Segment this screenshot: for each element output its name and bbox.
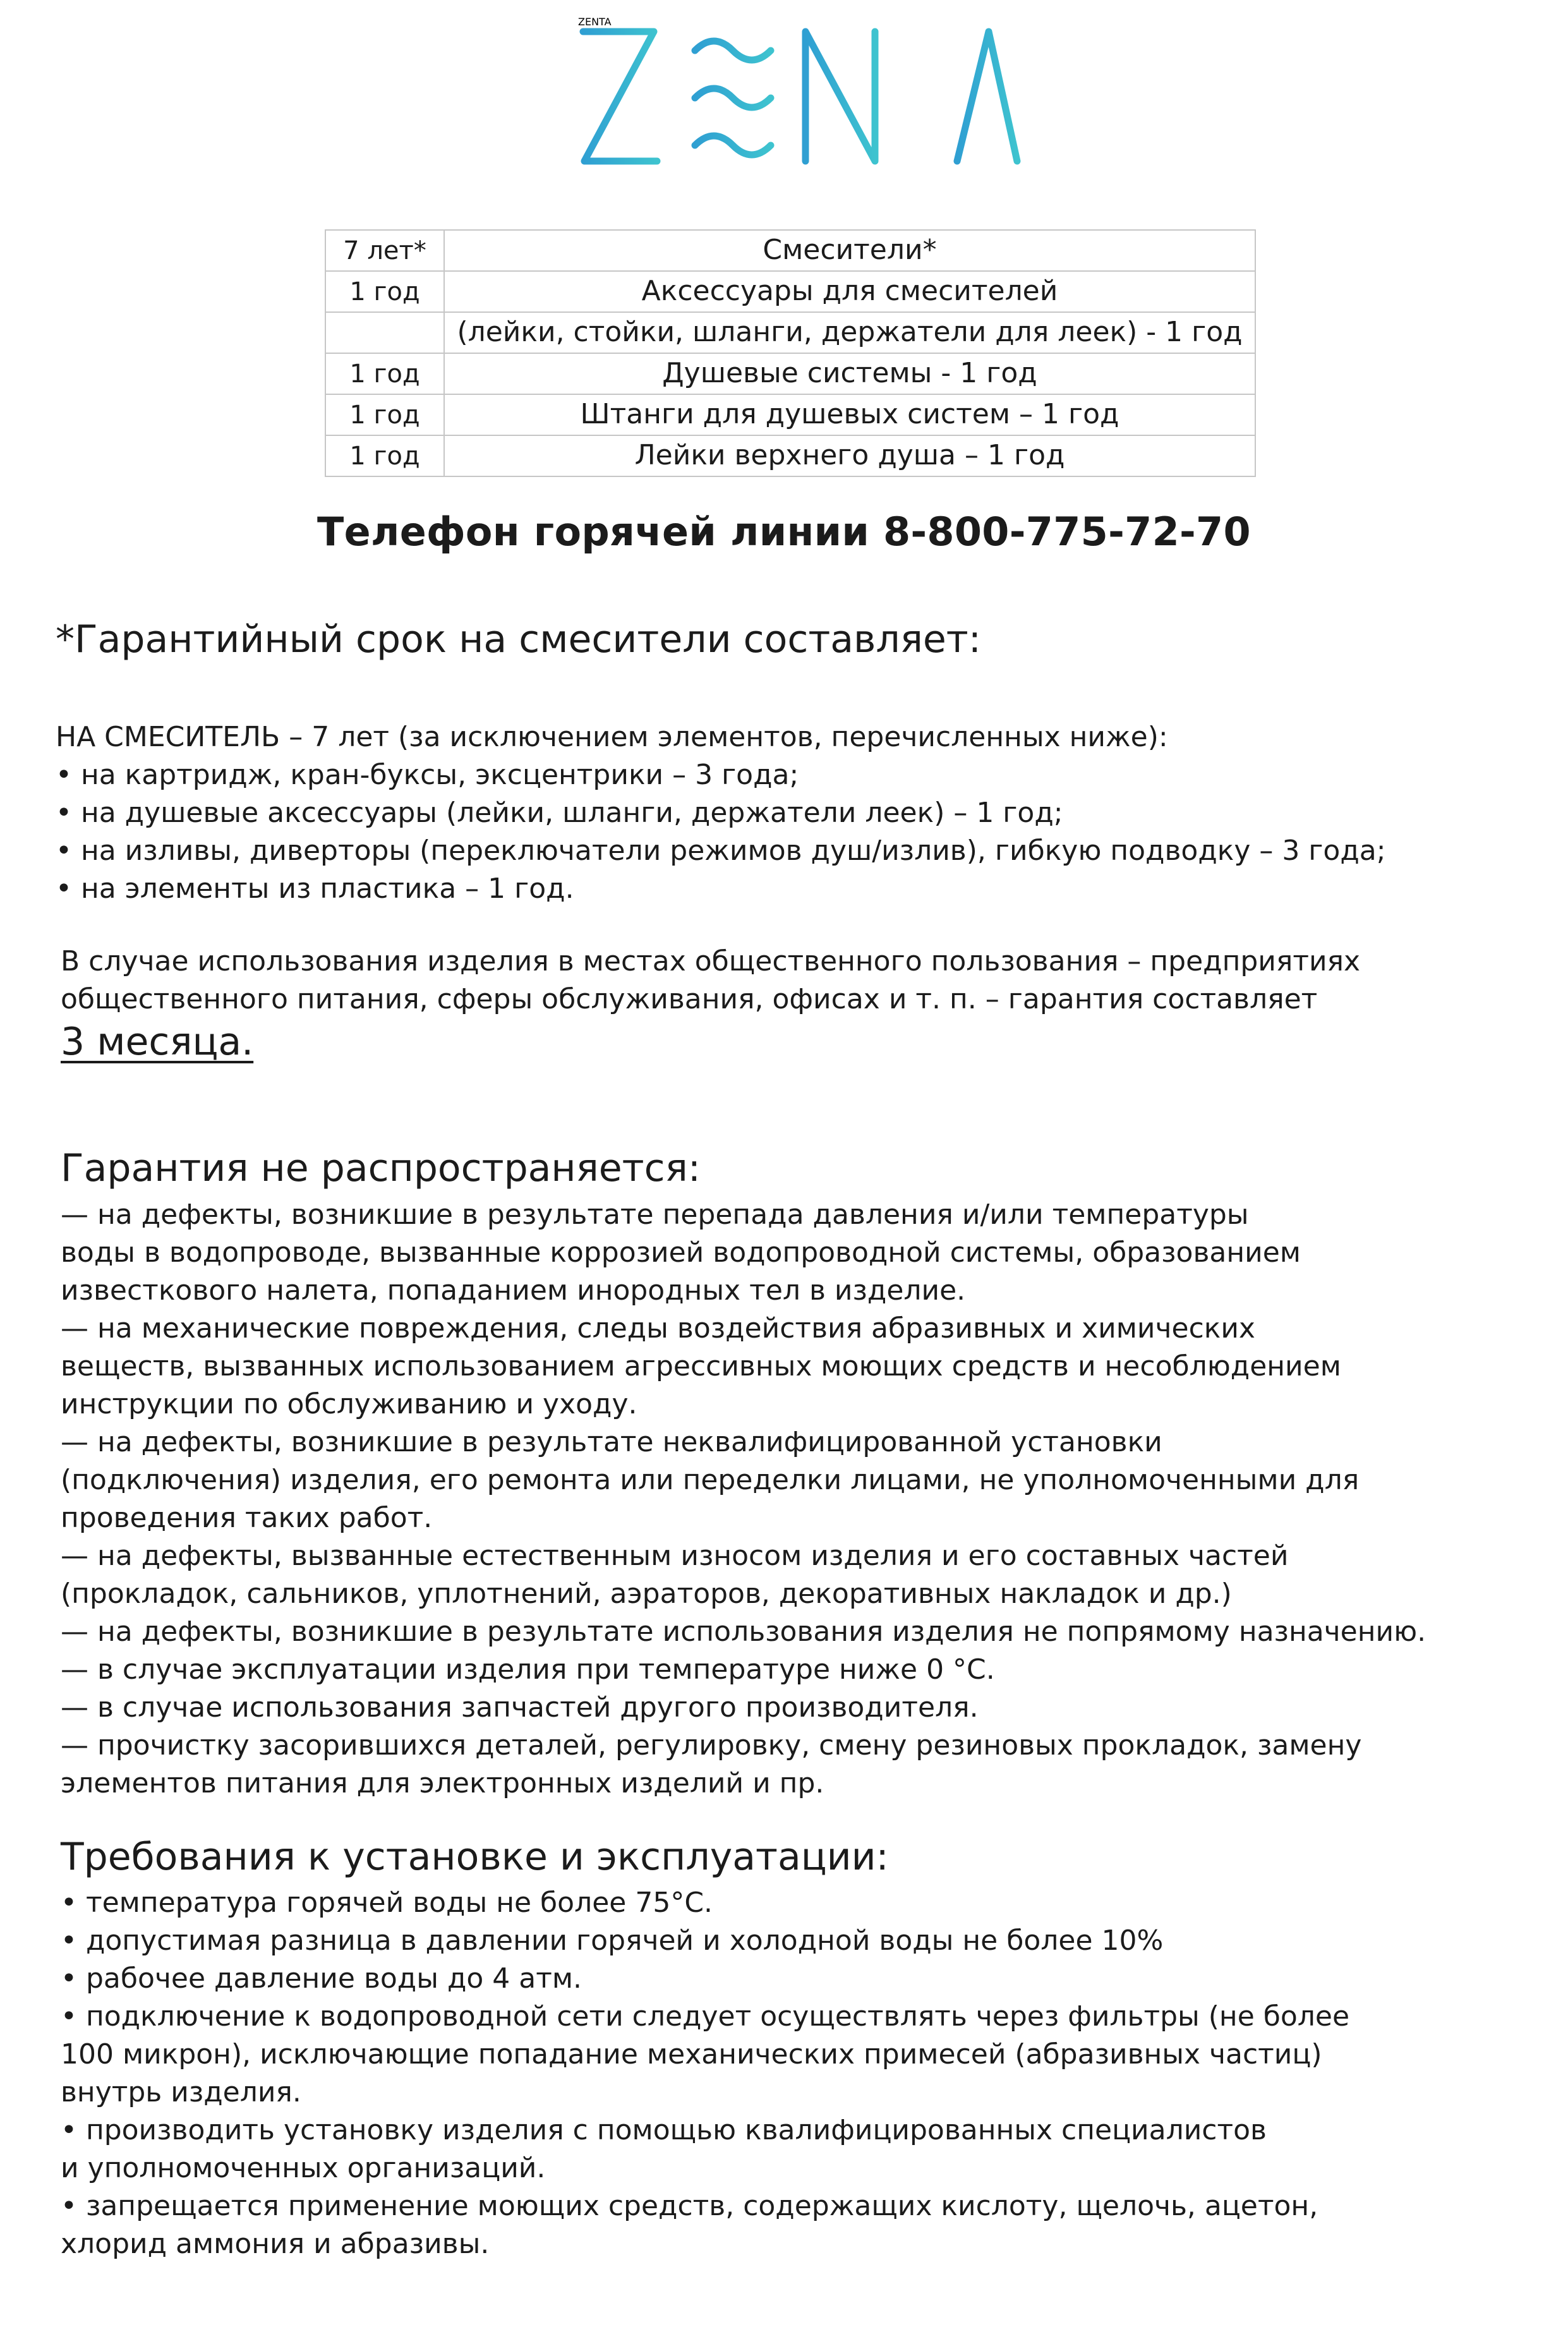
list-item: хлорид аммония и абразивы.: [61, 2228, 490, 2260]
term-cell: 1 год: [325, 271, 444, 312]
list-item: воды в водопроводе, вызванные коррозией водопроводной системы, образованием: [61, 1236, 1301, 1269]
requirements-list: [61, 1884, 1349, 2263]
list-item: проведения таких работ.: [61, 1502, 433, 1534]
paragraph-line: В случае использования изделия в местах общественного пользования – предприятиях: [61, 945, 1361, 977]
list-item: инструкции по обслуживанию и уходу.: [61, 1388, 637, 1420]
list-item: и уполномоченных организаций.: [61, 2152, 546, 2184]
list-item: веществ, вызванных использованием агрессивных моющих средств и несоблюдением: [61, 1350, 1341, 1382]
list-item: • на душевые аксессуары (лейки, шланги, держатели леек) – 1 год;: [56, 797, 1063, 829]
list-item: элементов питания для электронных изделий и пр.: [61, 1767, 824, 1799]
table-row: [325, 353, 1255, 394]
list-item: — в случае эксплуатации изделия при температуре ниже 0 °С.: [61, 1653, 995, 1686]
list-item: — в случае использования запчастей другого производителя.: [61, 1691, 979, 1724]
list-item: • запрещается применение моющих средств, содержащих кислоту, щелочь, ацетон,: [61, 2190, 1318, 2222]
exclusions-list: [61, 1196, 1426, 1803]
list-item: • на элементы из пластика – 1 год.: [56, 873, 574, 905]
requirements-title: Требования к установке и эксплуатации:: [61, 1835, 889, 1879]
item-cell: Смесители*: [444, 230, 1255, 271]
term-cell: 7 лет*: [325, 230, 444, 271]
term-cell: 1 год: [325, 353, 444, 394]
list-item: известкового налета, попаданием инородных тел в изделие.: [61, 1274, 966, 1307]
list-item: — на дефекты, возникшие в результате неквалифицированной установки: [61, 1426, 1162, 1458]
table-row: [325, 394, 1255, 435]
list-item: (прокладок, сальников, уплотнений, аэраторов, декоративных накладок и др.): [61, 1578, 1232, 1610]
paragraph-line: общественного питания, сферы обслуживания, офисах и т. п. – гарантия составляет: [61, 983, 1318, 1015]
hotline-phone: Телефон горячей линии 8-800-775-72-70: [317, 509, 1251, 555]
term-cell: [325, 312, 444, 353]
table-row: [325, 312, 1255, 353]
zenta-logo: [578, 16, 1020, 171]
item-cell: Аксессуары для смесителей: [444, 271, 1255, 312]
table-row: [325, 435, 1255, 476]
list-item: — прочистку засорившихся деталей, регулировку, смену резиновых прокладок, замену: [61, 1729, 1362, 1762]
list-item: • на картридж, кран-буксы, эксцентрики – 3 года;: [56, 759, 799, 791]
list-item: • рабочее давление воды до 4 атм.: [61, 1962, 582, 1995]
list-item: • температура горячей воды не более 75°С.: [61, 1887, 713, 1919]
public-use-paragraph: [61, 943, 1360, 1018]
list-item: — на дефекты, возникшие в результате перепада давления и/или температуры: [61, 1199, 1249, 1231]
exclusions-title: Гарантия не распространяется:: [61, 1146, 701, 1190]
term-cell: 1 год: [325, 435, 444, 476]
item-cell: Штанги для душевых систем – 1 год: [444, 394, 1255, 435]
public-use-period: 3 месяца.: [61, 1020, 254, 1064]
list-item: — на дефекты, возникшие в результате использования изделия не попрямому назначению.: [61, 1616, 1426, 1648]
list-item: (подключения) изделия, его ремонта или переделки лицами, не уполномоченными для: [61, 1464, 1360, 1496]
item-cell: Лейки верхнего душа – 1 год: [444, 435, 1255, 476]
list-item: 100 микрон), исключающие попадание механических примесей (абразивных частиц): [61, 2038, 1322, 2070]
warranty-terms-list: [56, 718, 1386, 908]
list-item: • допустимая разница в давлении горячей и холодной воды не более 10%: [61, 1925, 1164, 1957]
table-row: [325, 271, 1255, 312]
list-item: • на изливы, диверторы (переключатели режимов душ/излив), гибкую подводку – 3 года;: [56, 835, 1386, 867]
list-item: • производить установку изделия с помощью квалифицированных специалистов: [61, 2114, 1267, 2146]
list-item: НА СМЕСИТЕЛЬ – 7 лет (за исключением элементов, перечисленных ниже):: [56, 721, 1168, 753]
table-row: [325, 230, 1255, 271]
warranty-table: [325, 229, 1256, 477]
term-cell: 1 год: [325, 394, 444, 435]
item-cell: Душевые системы - 1 год: [444, 353, 1255, 394]
svg-text:ZENTA: ZENTA: [578, 16, 612, 28]
list-item: — на механические повреждения, следы воздействия абразивных и химических: [61, 1312, 1255, 1345]
warranty-terms-title: *Гарантийный срок на смесители составляет:: [56, 617, 981, 662]
list-item: внутрь изделия.: [61, 2076, 301, 2108]
item-cell: (лейки, стойки, шланги, держатели для леек) - 1 год: [444, 312, 1255, 353]
list-item: — на дефекты, вызванные естественным износом изделия и его составных частей: [61, 1540, 1289, 1572]
list-item: • подключение к водопроводной сети следует осуществлять через фильтры (не более: [61, 2000, 1350, 2033]
